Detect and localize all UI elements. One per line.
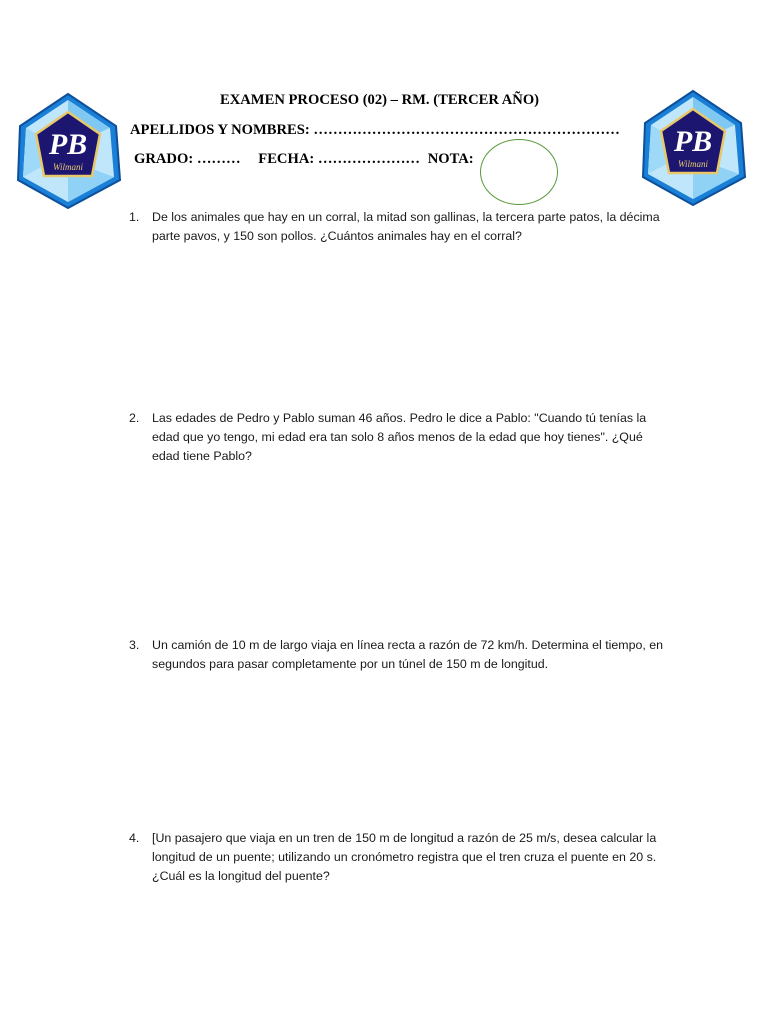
question-item	[129, 409, 669, 466]
question-text: Las edades de Pedro y Pablo suman 46 años. Pedro le dice a Pablo: "Cuando tú tenías la edad que yo tengo, mi edad era tan solo 8 años menos de la edad que hoy tienes". ¿Qué edad tiene Pablo?	[152, 411, 647, 463]
question-number: 4.	[129, 831, 140, 845]
question-number: 3.	[129, 638, 140, 652]
pentagon-emblem-icon	[12, 90, 124, 212]
question-text: [Un pasajero que viaja en un tren de 150 m de longitud a razón de 25 m/s, desea calcular la longitud de un puente; utilizando un cronómetro registra que el tren cruza el puente en 20 s. ¿Cuál es la longitud del puente?	[152, 831, 657, 883]
names-field: APELLIDOS Y NOMBRES: ………………………………………………………	[130, 122, 620, 138]
logo-initials: PB	[673, 125, 713, 158]
question-item	[129, 829, 669, 886]
pentagon-emblem-icon	[637, 87, 749, 209]
question-number: 1.	[129, 210, 140, 224]
logo-name: Wilmani	[52, 162, 84, 172]
logo-name: Wilmani	[677, 159, 709, 169]
nota-label: NOTA:	[427, 151, 474, 167]
school-logo-right	[637, 87, 749, 209]
question-text: Un camión de 10 m de largo viaja en línea recta a razón de 72 km/h. Determina el tiempo, en segundos para pasar completamente por un túnel de 150 m de longitud.	[152, 638, 664, 671]
question-number: 2.	[129, 411, 140, 425]
nota-score-circle	[480, 139, 558, 205]
question-text: De los animales que hay en un corral, la mitad son gallinas, la tercera parte patos, la décima parte pavos, y 150 son pollos. ¿Cuántos animales hay en el corral?	[152, 210, 660, 243]
logo-initials: PB	[48, 128, 88, 161]
school-logo-left	[12, 90, 124, 212]
question-item	[129, 636, 669, 674]
grade-date-grade-line	[134, 151, 474, 168]
question-item	[129, 208, 669, 246]
exam-title: EXAMEN PROCESO (02) – RM. (TERCER AÑO)	[220, 92, 540, 108]
fecha-field: FECHA: …………………	[258, 151, 421, 167]
grado-field: GRADO: ………	[134, 151, 241, 167]
